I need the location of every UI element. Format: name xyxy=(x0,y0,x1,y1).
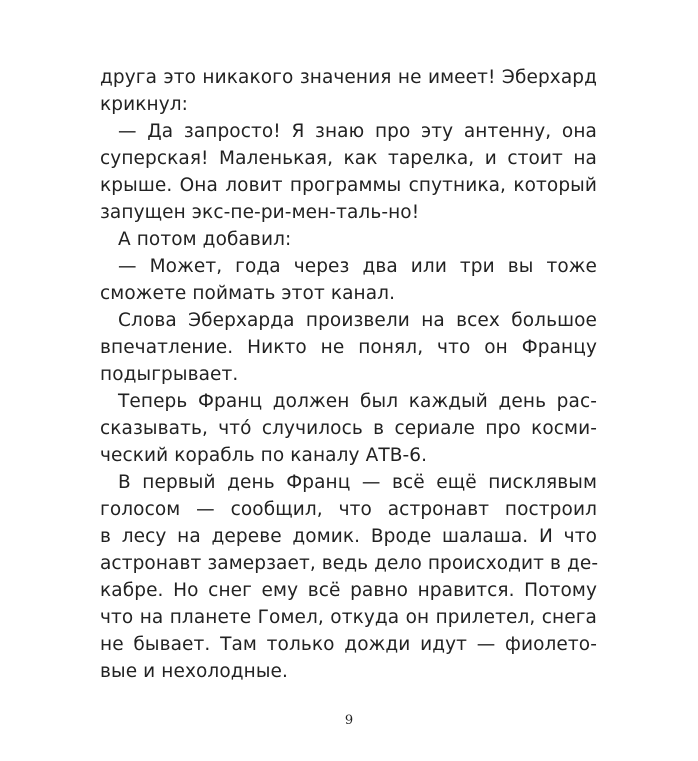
text-line-19: астронавт замерзает, ведь дело происходит в де- xyxy=(100,553,599,574)
text-line-15: ческий корабль по каналу АТВ-6. xyxy=(100,445,428,466)
text-line-7: А потом добавил: xyxy=(118,229,292,250)
text-line-10: Слова Эберхарда произвели на всех большое xyxy=(118,310,597,331)
text-line-23: вые и нехолодные. xyxy=(100,661,289,682)
page-number: 9 xyxy=(344,713,354,728)
text-line-6: запущен экс-пе-ри-мен-таль-но! xyxy=(100,202,420,223)
text-line-11: впечатление. Никто не понял, что он Францу xyxy=(100,337,597,358)
text-line-8: — Может, года через два или три вы тоже xyxy=(118,256,597,277)
text-line-12: подыгрывает. xyxy=(100,364,239,385)
text-line-14: сказывать, чтó случилось в сериале про косми- xyxy=(100,418,597,439)
text-line-4: суперская! Маленькая, как тарелка, и стоит на xyxy=(100,148,597,169)
text-line-3: — Да запросто! Я знаю про эту антенну, она xyxy=(118,121,597,142)
text-line-17: голосом — сообщил, что астронавт построил xyxy=(100,499,597,520)
text-line-21: что на планете Гомел, откуда он прилетел, снега xyxy=(100,607,597,628)
text-line-1: друга это никакого значения не имеет! Эберхард xyxy=(100,67,597,88)
text-line-5: крыше. Она ловит программы спутника, который xyxy=(100,175,597,196)
text-line-2: крикнул: xyxy=(100,94,189,115)
text-line-16: В первый день Франц — всё ещё писклявым xyxy=(118,472,597,493)
text-line-9: сможете поймать этот канал. xyxy=(100,283,396,304)
text-line-20: кабре. Но снег ему всё равно нравится. Потому xyxy=(100,580,597,601)
text-line-13: Теперь Франц должен был каждый день рас- xyxy=(118,391,597,412)
text-line-18: в лесу на дереве домик. Вроде шалаша. И что xyxy=(100,526,597,547)
text-line-22: не бывает. Там только дожди идут — фиолето- xyxy=(100,634,597,655)
